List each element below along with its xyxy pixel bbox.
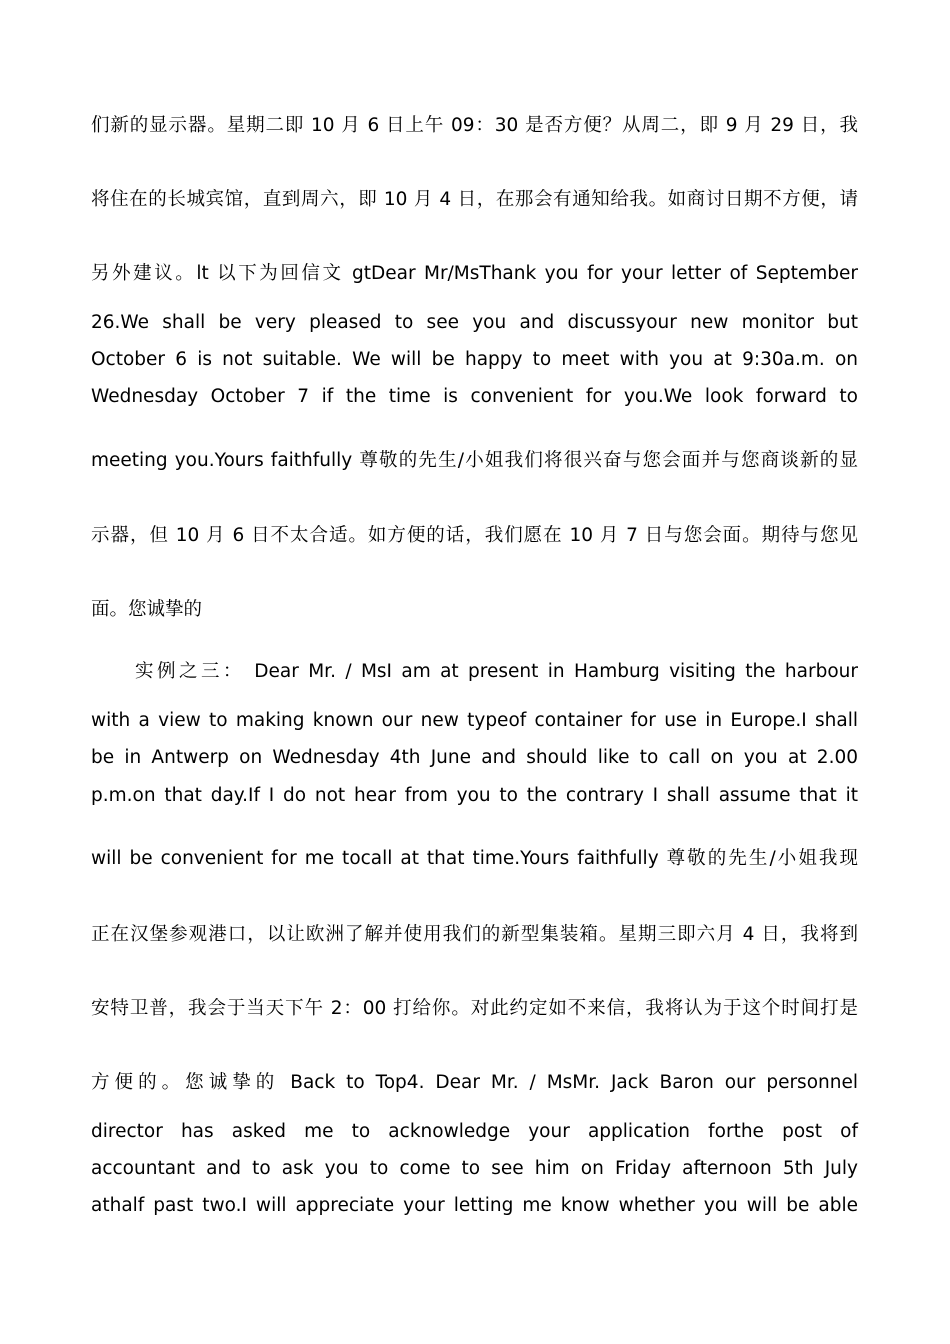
text-line: 26.We shall be very pleased to see you and discussyour new monitor but bbox=[91, 312, 858, 333]
text-line: director has asked me to acknowledge your application forthe post of bbox=[91, 1121, 858, 1142]
text-line: be in Antwerp on Wednesday 4th June and should like to call on you at 2.00 bbox=[91, 747, 858, 768]
text-line: October 6 is not suitable. We will be happy to meet with you at 9:30a.m. on bbox=[91, 349, 858, 370]
text-line: will be convenient for me tocall at that time.Yours faithfully 尊敬的先生/小姐我现 bbox=[91, 848, 858, 869]
text-line: meeting you.Yours faithfully 尊敬的先生/小姐我们将很兴奋与您会面并与您商谈新的显 bbox=[91, 450, 858, 471]
text-line: accountant and to ask you to come to see him on Friday afternoon 5th July bbox=[91, 1158, 858, 1179]
text-line: 正在汉堡参观港口，以让欧洲了解并使用我们的新型集装箱。星期三即六月 4 日，我将到 bbox=[91, 924, 858, 945]
text-line: 安特卫普，我会于当天下午 2：00 打给你。对此约定如不来信，我将认为于这个时间打是 bbox=[91, 998, 858, 1019]
text-line: 另外建议。lt 以下为回信文 gtDear Mr/MsThank you for your letter of September bbox=[91, 263, 858, 284]
text-line: 示器，但 10 月 6 日不太合适。如方便的话，我们愿在 10 月 7 日与您会面。期待与您见 bbox=[91, 525, 858, 546]
text-line: athalf past two.I will appreciate your letting me know whether you will be able bbox=[91, 1195, 858, 1216]
text-line: 将住在的长城宾馆，直到周六，即 10 月 4 日，在那会有通知给我。如商讨日期不方便，请 bbox=[91, 189, 858, 210]
text-line: with a view to making known our new typeof container for use in Europe.I shall bbox=[91, 710, 858, 731]
text-line: 们新的显示器。星期二即 10 月 6 日上午 09：30 是否方便？从周二，即 9 月 29 日，我 bbox=[91, 115, 858, 136]
text-line: Wednesday October 7 if the time is convenient for you.We look forward to bbox=[91, 386, 858, 407]
text-line: 实例之三： Dear Mr. / MsI am at present in Hamburg visiting the harbour bbox=[91, 661, 858, 682]
text-line: p.m.on that day.If I do not hear from you to the contrary I shall assume that it bbox=[91, 785, 858, 806]
text-line: 方便的。您诚挚的 Back to Top4. Dear Mr. / MsMr. Jack Baron our personnel bbox=[91, 1072, 858, 1093]
text-line: 面。您诚挚的 bbox=[91, 599, 203, 620]
